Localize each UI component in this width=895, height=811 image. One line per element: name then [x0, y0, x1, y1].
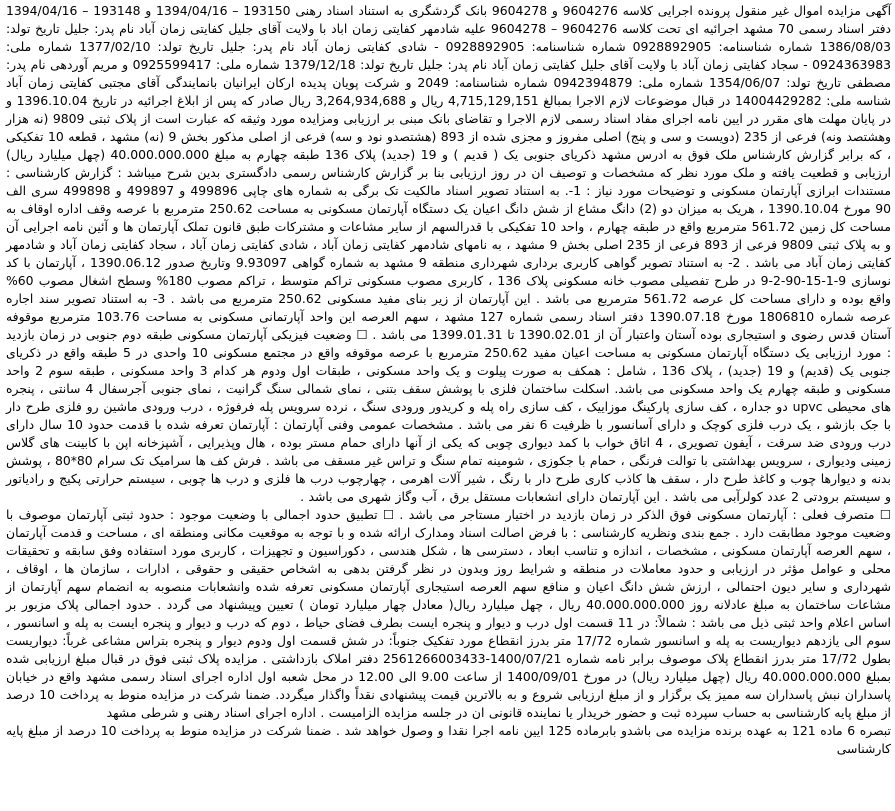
notice-trailing-line: تبصره 6 ماده 121 به عهده برنده مزایده می باشدو بابرماده 125 ایین نامه اجرا نقدا و وصول خواهد شد . ضمنا شرکت در مزایده منوط به پرداخت 10 درصد از مبلغ پایه کارشناسی — [6, 723, 891, 756]
notice-paragraph-1: آگهی مزایده اموال غیر منقول پرونده اجرایی کلاسه 9604276 و 9604278 بانک گردشگری به استناد اسناد رهنی 193150 – 1394/04/16 و 193148 – 1394/04/16 دفتر اسناد رسمی 70 مشهد اجرائیه ای تحت کلاسه 9604276 – 9604278 علیه شادمهر کفایتی زمان اباد با ولایت آقای جلیل کفایتی زمان آباد نام پدر: جلیل تاریخ تولد: 1386/08/03 شماره شناسنامه: 0928892905 شماره شناسنامه: 0928892905 - شادی کفایتی زمان آباد نام پدر: جلیل تاریخ تولد: 1377/02/10 شماره ملی: 0924363983 - سجاد کفایتی زمان آباد با ولایت آقای جلیل کفایتی زمان آباد نام پدر: جلیل تاریخ تولد: 1379/12/18 شماره ملی: 0925599417 و مریم آوردهی نام پدر: مصطفی تاریخ تولد: 1354/06/07 شماره ملی: 0942394879 شماره شناسنامه: 2049 و شرکت پویان پدیده ارکان ایرانیان بانمایندگی آقای مجتبی کفایتی زمان آباد شناسه ملی: 14004429282 در قبال موضوعات لازم الاجرا بمبالغ 4,715,129,151 ریال و 3,264,934,688 ریال صادر که پس از ابلاغ اجرائیه در تاریخ 1396.10.04 و در پایان مهلت های مقرر در ایین نامه اجرای مفاد اسناد رسمی لازم الاجرا و تقاضای بانک مبنی بر ارزیابی ومزایده مورد وثیقه که عبارت است از پلاک ثبتی 9809 (نه هزار وهشتصد ونه) فرعی از 235 (دویست و سی و پنج) اصلی مفروز و مجزی شده از 893 (هشتصدو نود و سه) فرعی از اصلی مذکور بخش 9 (نه) مشهد ، قطعه 10 تفکیکی ، که برابر گزارش کارشناس ملک فوق به ادرس مشهد ذکریای جنوبی یک ( قدیم ) و 19 (جدید) پلاک 136 طبقه چهارم به مبلغ 40.000.000.000 (چهل میلیارد ریال) ارزیابی و قطعیت یافته و ملک مورد نظر که مشخصات و توصیف ان در روز ارزیابی بنا بر گزارش کارشناس رسمی دادگستری بدین شرح میباشد : گزارش کارشناسی : مستندات ابرازی آپارتمان مسکونی و توضیحات مورد نیاز : 1-. به استناد تصویر اسناد مالکیت تک برگی به شماره های چاپی 499896 و 499897 و 499898 سری الف 90 مورخ 1390.10.04 ، هریک به میزان دو (2) دانگ مشاع از شش دانگ اعیان یک دستگاه آپارتمان مسکونی به مساحت 250.62 مترمربع با عرصه وقف اداره اوقاف به مساحت کل زمین 561.72 مترمربع واقع در طبقه چهارم ، واحد 10 تفکیکی با قدرالسهم از سایر مشاعات و مشترکات طبق قانون تملک آپارتمان ها و آئین نامه اجرایی آن و به پلاک ثبتی 9809 فرعی از 893 فرعی از 235 اصلی بخش 9 مشهد ، به نامهای شادمهر کفایتی زمان آباد ، شادی کفایتی زمان آباد ، سجاد کفایتی زمان آباد و شادمهر کفایتی زمان آباد می باشد . 2- به استناد تصویر گواهی کاربری برداری شهرداری منطقه 9 مشهد به شماره گواهی 9.93097 وتاریخ صدور 1390.06.12 ، آپارتمان با کد نوسازی 9-1-15-90-2-9 در طرح تفصیلی مصوب خانه مسکونی پلاک 136 ، کاربری مصوب مسکونی تراکم متوسط ، تراکم مصوب 180% وسطح اشغال مصوب 60% واقع بوده و دارای مساحت کل عرصه 561.72 مترمربع می باشد . این آپارتمان از زیر بنای مفید مسکونی 250.62 مترمربع می باشد . 3- به استناد تصویر سند اجاره عرصه شماره 1806810 مورخ 1390.07.18 دفتر اسناد رسمی شماره 127 مشهد ، سهم العرصه این واحد آپارتمانی مسکونی به مساحت 103.76 مترمربع موقوفه آستان قدس رضوی و استیجاری بوده آستان واعتبار آن از 1390.02.01 تا 1399.01.31 می باشد . ☐ وضعیت فیزیکی آپارتمان مسکونی طبقه دوم جنوبی در زمان بازدید : مورد ارزیابی یک دستگاه آپارتمان مسکونی به مساحت اعیان مفید 250.62 مترمربع با عرصه موقوفه واقع در مجتمع مسکونی 10 واحدی در 5 طبقه واقع در ذکریای جنوبی یک (قدیم) و 19 (جدید) ، پلاک 136 ، شامل : همکف به صورت پیلوت و یک واحد مسکونی ، طبقات اول ودوم هر کدام 3 واحد مسکونی ، طبقه سوم 2 واحد مسکونی و طبقه چهارم یک واحد مسکونی می باشد. اسکلت ساختمان فلزی با پوشش سقف بتنی ، نمای شمالی سنگ گرانیت ، نمای جنوبی آجرسفال 4 سانتی ، پنجره های محیطی upvc دو جداره ، کف سازی پارکینگ موزاییک ، کف سازی راه پله و کریدور ورودی سنگ ، نرده سرویس پله فرفوژه ، درب ورودی ماشین رو فلزی طرح دار با جک بازشو ، یک درب فلزی کوچک و دارای آسانسور با ظرفیت 6 نفر می باشد . مشخصات عمومی وفنی آپارتمان : آپارتمان تعرفه شده با قدمت حدود 10 سال دارای درب ورودی ضد سرقت ، آیفون تصویری ، 4 اتاق خواب با کمد دیواری چوبی که یکی از آنها دارای حمام مستر بوده ، هال وپذیرایی ، آشپزخانه اپن با کابینت های گلاس زمینی ودیواری ، سرویس بهداشتی با توالت فرنگی ، حمام با جکوزی ، شومینه تمام سنگ و تراس غیر مسقف می باشد . فرش کف ها سرامیک تک سرام 80*80 ، پوشش بدنه و دیوارها چوب و کاغذ طرح دار ، سقف ها کاذب کاری طرح دار با رنگ ، شیر آلات اهرمی ، چهارچوب درب ها فلزی و درب ها چوبی ، سیستم حرارتی پکیج و رادیاتور و سیستم برودتی 2 عدد کولرآبی می باشد . این آپارتمان دارای انشعابات مستقل برق ، آب وگاز شهری می باشد . — [6, 3, 892, 504]
notice-paragraph-2: ☐ متصرف فعلی : آپارتمان مسکونی فوق الذکر در زمان بازدید در اختیار مستاجر می باشد . ☐ تطبیق حدود اجمالی با وضعیت موجود : حدود ثبتی آپارتمان موصوف با وضعیت موجود مطابقت دارد . جمع بندی ونظریه کارشناسی : با فرض اصالت اسناد ومدارک ارائه شده و با توجه به موقعیت مکانی ومنطقه ای ، مساحت و قدمت آپارتمان ، سهم العرصه آپارتمان مسکونی ، مشخصات ، اندازه و تناسب ابعاد ، دسترسی ها ، شکل هندسی ، دکوراسیون و تجهیزات ، کاربری مورد استفاده وفق سابقه و تحقیقات محلی و عوامل مؤثر در ارزیابی و حدود معاملات در منطقه و شرایط روز وبدون در نظر گرفتن بدهی به اشخاص حقیقی و حقوقی ، ادارات ، سازمان ها ، اوقاف ، شهرداری و سایر دیون احتمالی ، ارزش شش دانگ اعیان و منافع سهم العرصه استیجاری آپارتمان مسکونی تعرفه شده وانشعابات منصوبه به انضمام سهم آپارتمان از مشاعات ساختمان به مبلغ عادلانه روز 40.000.000.000 ریال ، چهل میلیارد ریال( معادل چهار میلیارد تومان ) تعیین وپیشنهاد می گردد . حدود اجمالی پلاک مزبور بر اساس اعلام واحد ثبتی ذیل می باشد : شمالاً: در 11 قسمت اول درب و دیوار و پنجره ایست بطرف فضای حیاط ، دوم که درب و دیوار و پنجره ایست به پله و اسانسور ، سوم الی یازدهم دیواریست به پله و اسانسور شماره 17/72 متر بدرز انقطاع مورد تفکیک جنوباً: در شش قسمت اول ودوم دیوار و پنجره بتراس مشاعی غرباً: دیواریست بطول 17/72 متر بدرز انقطاع پلاک موصوف برابر نامه شماره 1400/07/21-2561266003433 دفتر املاک بازداشتی . مزایده پلاک ثبتی فوق در قبال مبلغ ارزیابی شده بمبلغ 40.000.000.000 ریال (چهل میلیارد ریال) در مورخ 1400/09/01 از ساعت 9.00 الی 12.00 در محل شعبه اول اداره اجرای اسناد رسمی مشهد واقع در خیابان پاسداران نبش پاسداران سه ممیز یک برگزار و از مبلغ ارزیابی شروع و به بالاترین قیمت پیشنهادی نقداً واگذار میگردد. ضمنا شرکت در مزایده منوط به پرداخت 10 درصد از مبلغ پایه کارشناسی به حساب سپرده ثبت و حضور خریدار یا نماینده قانونی ان در جلسه مزایده الزامیست . اداره اجرای اسناد رهنی و شرطی مشهد — [6, 507, 891, 720]
